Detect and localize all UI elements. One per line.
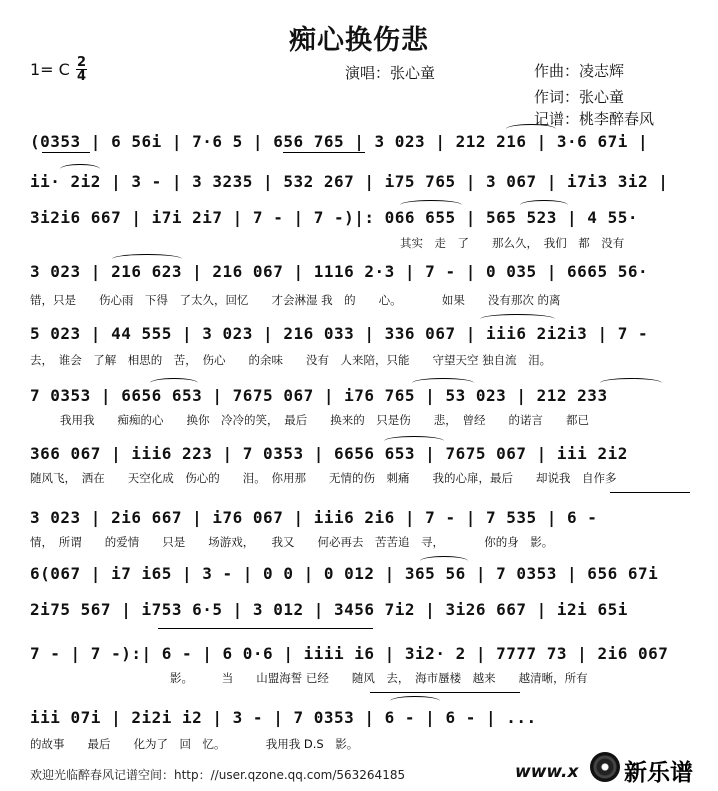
time-signature-bottom: 4: [77, 69, 87, 84]
lyric-line: 去， 谁会 了解 相思的 苦， 伤心 的余味 没有 人来陪，只能 守望天空 独自流 泪。: [30, 353, 552, 367]
lyric-line: 错，只是 伤心雨 下得 了太久，回忆 才会淋湿 我 的 心。 如果 没有那次 的离: [30, 293, 561, 307]
lyric-line: 情， 所谓 的爱情 只是 场游戏， 我又 何必再去 苦苦追 寻， 你的身 影。: [30, 535, 554, 549]
notation-row: 7 0353 | 6656 653 | 7675 067 | i76 765 | 53 023 | 212 233: [30, 386, 608, 405]
page-title: 痴心换伤悲: [289, 25, 429, 56]
notation-row: 3i2i6 667 | i7i 2i7 | 7 - | 7 -)|: 066 655 | 565 523 | 4 55·: [30, 208, 638, 227]
key-signature: 1= C: [30, 60, 70, 79]
record-disc-icon: [590, 752, 620, 782]
time-signature: [76, 56, 87, 83]
notation-row: 5 023 | 44 555 | 3 023 | 216 033 | 336 067 | iii6 2i2i3 | 7 -: [30, 324, 649, 343]
notation-row: ii· 2i2 | 3 - | 3 3235 | 532 267 | i75 765 | 3 067 | i7i3 3i2 |: [30, 172, 669, 191]
transcriber-credit: 记谱：桃李醉春风: [534, 110, 655, 128]
lyric-line: 影。 当 山盟海誓 已经 随风 去， 海市蜃楼 越来 越清晰，所有: [170, 671, 588, 685]
lyric-line: 其实 走 了 那么久， 我们 都 没有: [400, 236, 625, 250]
site-logo: 新乐谱: [624, 760, 693, 786]
notation-row: 6(067 | i7 i65 | 3 - | 0 0 | 0 012 | 365 56 | 7 0353 | 656 67i: [30, 564, 659, 583]
notation-row: 3 023 | 216 623 | 216 067 | 1116 2·3 | 7 - | 0 035 | 6665 56·: [30, 262, 649, 281]
composer-credit: 作曲：凌志辉: [534, 62, 625, 80]
notation-row: 7 - | 7 -):| 6 - | 6 0·6 | iiii i6 | 3i2· 2 | 7777 73 | 2i6 067: [30, 644, 669, 663]
notation-row: 2i75 567 | i753 6·5 | 3 012 | 3456 7i2 | 3i26 667 | i2i 65i: [30, 600, 628, 619]
notation-row: iii 07i | 2i2i i2 | 3 - | 7 0353 | 6 - | 6 - | ...: [30, 708, 537, 727]
watermark-text: www.x: [515, 762, 579, 782]
notation-row: 366 067 | iii6 223 | 7 0353 | 6656 653 | 7675 067 | iii 2i2: [30, 444, 628, 463]
footer-credit: 欢迎光临醉春风记谱空间：http：//user.qzone.qq.com/563264185: [30, 768, 406, 782]
singer-credit: 演唱：张心童: [345, 64, 436, 82]
lyric-line: 随风飞， 洒在 天空化成 伤心的 泪。 你用那 无情的伤 刺痛 我的心扉，最后 却说我 自作多: [30, 471, 617, 485]
lyric-line: 的故事 最后 化为了 回 忆。 我用我 D.S 影。: [30, 737, 359, 751]
time-signature-top: 2: [77, 55, 87, 70]
lyricist-credit: 作词：张心童: [534, 88, 625, 106]
notation-row: (0353 | 6 56i | 7·6 5 | 656 765 | 3 023 | 212 216 | 3·6 67i |: [30, 132, 649, 151]
notation-row: 3 023 | 2i6 667 | i76 067 | iii6 2i6 | 7 - | 7 535 | 6 -: [30, 508, 598, 527]
lyric-line: 我用我 痴痴的心 换你 冷冷的笑， 最后 换来的 只是伤 悲， 曾经 的诺言 都已: [60, 413, 589, 427]
